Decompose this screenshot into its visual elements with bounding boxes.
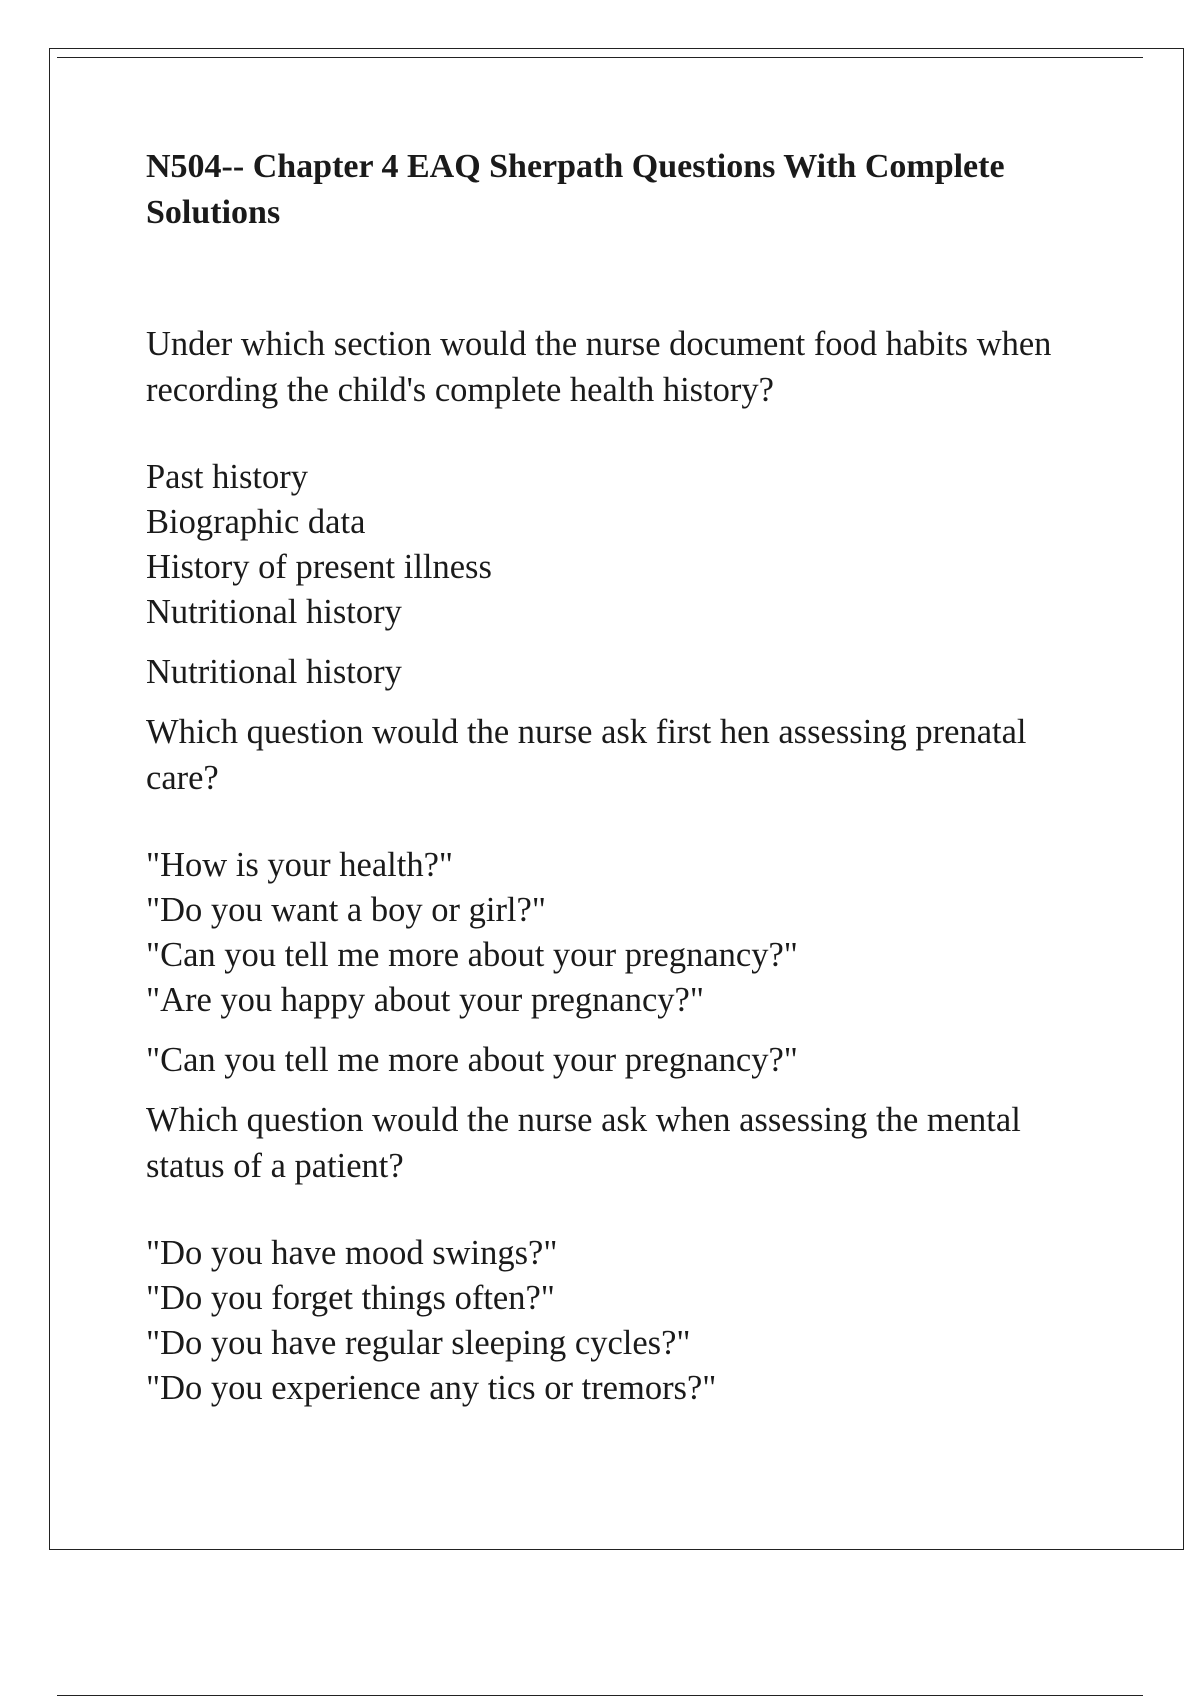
document-body <box>146 144 1106 1411</box>
question-prompt: Which question would the nurse ask when assessing the mental status of a patient? <box>146 1101 1021 1185</box>
option: "Can you tell me more about your pregnancy?" <box>146 936 798 974</box>
option: "Are you happy about your pregnancy?" <box>146 981 704 1019</box>
option: Past history <box>146 458 308 496</box>
option: "Do you have mood swings?" <box>146 1234 558 1272</box>
option: Nutritional history <box>146 593 402 631</box>
option: Biographic data <box>146 503 366 541</box>
document-title: N504-- Chapter 4 EAQ Sherpath Questions With Complete Solutions <box>146 148 1005 231</box>
option: History of present illness <box>146 548 492 586</box>
option: "Do you forget things often?" <box>146 1279 555 1317</box>
header-rule <box>57 57 1143 58</box>
question-prompt: Which question would the nurse ask first hen assessing prenatal care? <box>146 713 1027 797</box>
option: "Do you have regular sleeping cycles?" <box>146 1324 691 1362</box>
option: "How is your health?" <box>146 846 453 884</box>
footer-rule <box>57 1695 1143 1696</box>
correct-answer: Nutritional history <box>146 653 402 691</box>
question-prompt: Under which section would the nurse document food habits when recording the child's complete health history? <box>146 325 1052 409</box>
answer-options <box>146 455 1106 635</box>
question-block-3 <box>146 1097 1106 1411</box>
option: "Do you want a boy or girl?" <box>146 891 546 929</box>
correct-answer: "Can you tell me more about your pregnancy?" <box>146 1041 798 1079</box>
answer-options <box>146 1231 1106 1411</box>
answer-options <box>146 843 1106 1023</box>
question-block-2 <box>146 709 1106 1083</box>
option: "Do you experience any tics or tremors?" <box>146 1369 717 1407</box>
question-block-1 <box>146 321 1106 695</box>
